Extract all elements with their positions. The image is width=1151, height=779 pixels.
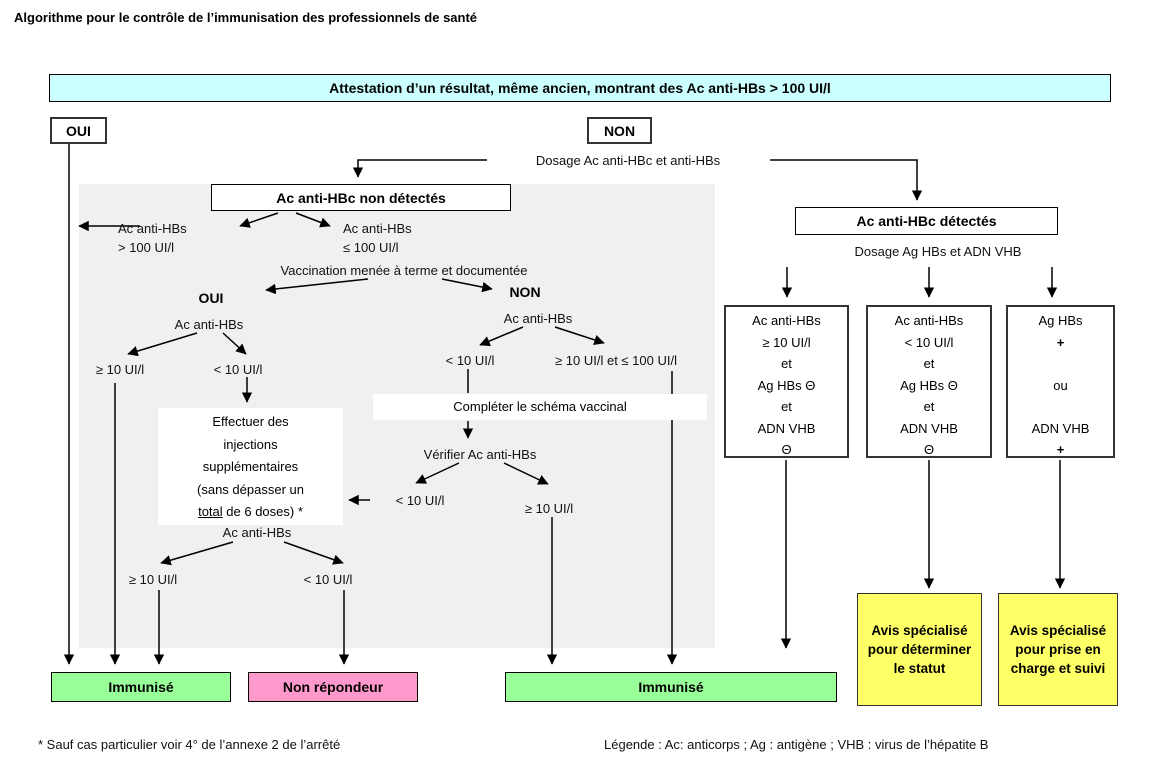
effectuer-total-word: total	[198, 504, 223, 519]
immunise-box-2: Immunisé	[505, 672, 837, 702]
result-box-1	[724, 305, 849, 458]
achbs-gt100-line1: Ac anti-HBs	[118, 221, 187, 236]
achbs2-ge10-label: ≥ 10 UI/l	[128, 572, 178, 587]
mid-ge10-le100-label: ≥ 10 UI/l et ≤ 100 UI/l	[555, 353, 677, 368]
rb1-line5: et	[781, 399, 792, 414]
rb3-adnvhb: ADN VHB	[1031, 420, 1090, 436]
arrow-achbs2-to-lt10	[284, 542, 343, 563]
effectuer-line2: injections	[223, 436, 278, 452]
dosage-achbc-achbs-label: Dosage Ac anti-HBc et anti-HBs	[535, 153, 721, 168]
achbs2-label: Ac anti-HBs	[222, 525, 292, 540]
achbs-le100-line2: ≤ 100 UI/l	[343, 240, 399, 255]
arrow-vaccination-to-non	[442, 279, 492, 289]
achbc-detectes-box: Ac anti-HBc détectés	[795, 207, 1058, 235]
immunise-box-1: Immunisé	[51, 672, 231, 702]
non-repondeur-box: Non répondeur	[248, 672, 418, 702]
effectuer-line5-rest: de 6 doses) *	[222, 504, 303, 519]
oui-achbs-label: Ac anti-HBs	[174, 317, 244, 332]
completer-schema-box: Compléter le schéma vaccinal	[373, 394, 707, 420]
rb2-line2: < 10 UI/l	[904, 334, 954, 350]
arrow-achbs2-to-ge10	[161, 542, 233, 563]
result-box-3	[1006, 305, 1115, 458]
non-box: NON	[587, 117, 652, 144]
arrow-dosage-to-nondetectes	[358, 160, 487, 177]
effectuer-line5	[158, 501, 343, 524]
mid-achbs-label: Ac anti-HBs	[503, 311, 573, 326]
rb3-line1: Ag HBs	[1038, 313, 1083, 328]
arrow-dosage-to-detectes	[770, 160, 917, 200]
vaccination-label: Vaccination menée à terme et documentée	[280, 263, 528, 278]
verifier-achbs-label: Vérifier Ac anti-HBs	[423, 447, 537, 462]
oui-ge10-label: ≥ 10 UI/l	[95, 362, 145, 377]
rb2-line3: et	[923, 356, 935, 371]
footnote: * Sauf cas particulier voir 4° de l’annexe 2 de l’arrêté	[38, 737, 341, 752]
avis-suivi-box: Avis spécialisé pour prise en charge et suivi	[998, 593, 1118, 706]
effectuer-injections-box	[158, 408, 343, 525]
arrow-verifier-to-ge10	[504, 463, 548, 484]
rb1-line6: ADN VHB	[757, 420, 816, 436]
mid-lt10-label: < 10 UI/l	[445, 353, 495, 368]
achbs-gt100-line2: > 100 UI/l	[118, 240, 175, 255]
rb2-line7: Θ	[923, 442, 935, 457]
dosage-aghbs-adnvhb-label: Dosage Ag HBs et ADN VHB	[854, 244, 1022, 259]
arrow-achbs-to-lt10	[223, 333, 246, 354]
rb2-line5: et	[923, 399, 935, 414]
page-title: Algorithme pour le contrôle de l’immunisation des professionnels de santé	[14, 10, 478, 25]
achbs-le100-label	[343, 219, 412, 257]
rb2-line4: Ag HBs Θ	[900, 377, 958, 393]
verifier-lt10-label: < 10 UI/l	[395, 493, 445, 508]
arrow-vaccination-to-oui	[266, 279, 368, 290]
rb2-line1: Ac anti-HBs	[894, 313, 964, 328]
oui-box: OUI	[50, 117, 107, 144]
rb3-plus1: +	[1056, 334, 1065, 350]
effectuer-line3: supplémentaires	[202, 459, 299, 474]
arrow-verifier-to-lt10	[416, 463, 459, 483]
rb2-line6: ADN VHB	[900, 420, 958, 436]
achbs2-lt10-label: < 10 UI/l	[303, 572, 353, 587]
achbc-non-detectes-box: Ac anti-HBc non détectés	[211, 184, 511, 211]
arrow-achbs-to-ge10	[128, 333, 197, 354]
result-box-2	[866, 305, 992, 458]
rb1-line1: Ac anti-HBs	[752, 313, 821, 328]
attestation-banner: Attestation d’un résultat, même ancien, montrant des Ac anti-HBs > 100 UI/l	[49, 74, 1111, 102]
arrow-midachbs-to-ge10le100	[555, 327, 604, 343]
rb1-line7: Θ	[781, 442, 792, 457]
oui-lt10-label: < 10 UI/l	[213, 362, 263, 377]
rb1-line2: ≥ 10 UI/l	[762, 334, 811, 350]
rb1-line3: et	[781, 356, 792, 371]
verifier-ge10-label: ≥ 10 UI/l	[524, 501, 574, 516]
arrow-midachbs-to-lt10	[480, 327, 523, 345]
achbs-gt100-label	[118, 219, 187, 257]
vaccination-oui-label: OUI	[198, 290, 224, 306]
effectuer-line4: (sans dépasser un	[197, 481, 304, 497]
achbs-le100-line1: Ac anti-HBs	[343, 221, 412, 236]
vaccination-non-label: NON	[509, 284, 541, 300]
arrow-hdr1-to-le100	[296, 213, 330, 226]
arrow-hdr1-to-gt100	[240, 213, 278, 226]
effectuer-line1: Effectuer des	[212, 414, 289, 429]
rb3-plus2: +	[1056, 442, 1065, 457]
legend: Légende : Ac: anticorps ; Ag : antigène ; VHB : virus de l’hépatite B	[604, 737, 989, 752]
rb3-ou: ou	[1053, 377, 1068, 393]
avis-statut-box: Avis spécialisé pour déterminer le statut	[857, 593, 982, 706]
rb1-line4: Ag HBs Θ	[757, 377, 816, 393]
